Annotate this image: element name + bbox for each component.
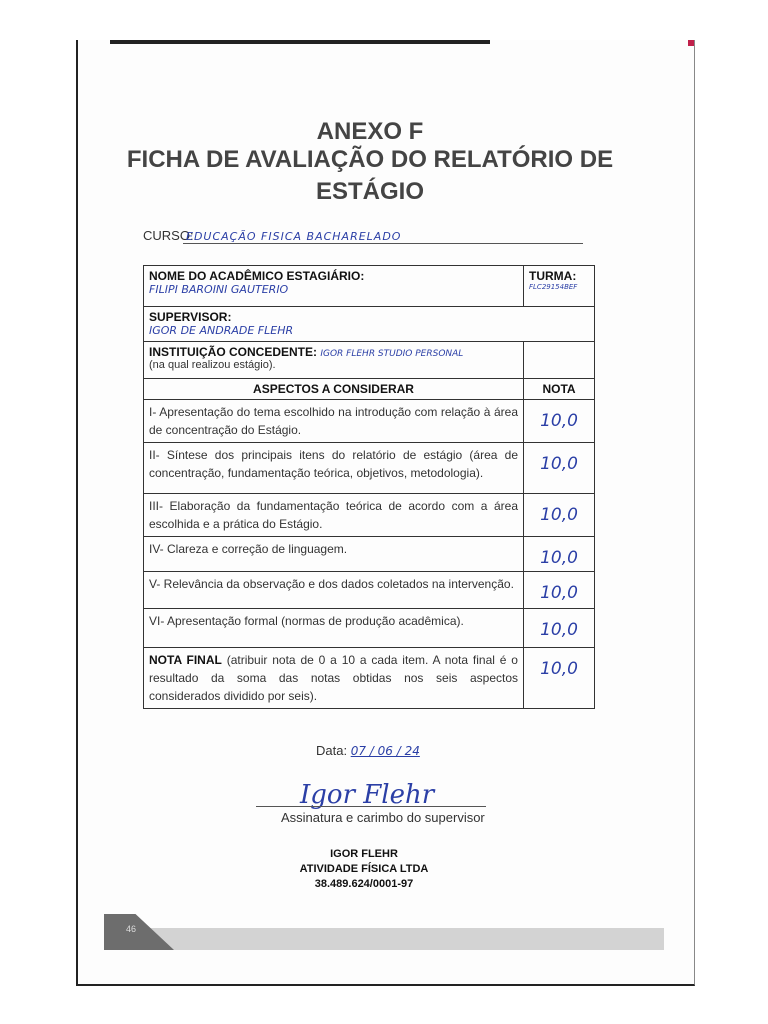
- institution-row: [144, 342, 595, 379]
- aspect-row: [144, 537, 595, 572]
- aspect-grade: 10,0: [540, 411, 578, 431]
- page-number: 46: [126, 924, 137, 934]
- academic-name: FILIPI BAROINI GAUTERIO: [149, 283, 289, 296]
- date-value: 07 / 06 / 24: [350, 744, 420, 758]
- stamp-cnpj: 38.489.624/0001-97: [314, 878, 414, 890]
- aspect-grade: 10,0: [540, 548, 578, 568]
- aspect-row: [144, 400, 595, 443]
- curso-label: CURSO:: [143, 228, 194, 243]
- aspect-text: III- Elaboração da fundamentação teórica de acordo com a área escolhida e a prática do Estágio.: [144, 494, 524, 537]
- form-title-line1: FICHA DE AVALIAÇÃO DO RELATÓRIO DE: [126, 146, 614, 173]
- final-row: [144, 648, 595, 709]
- institution-note: (na qual realizou estágio).: [149, 359, 276, 371]
- institution-name: IGOR FLEHR STUDIO PERSONAL: [320, 349, 464, 359]
- academic-row: [144, 266, 595, 307]
- aspects-header: ASPECTOS A CONSIDERAR: [144, 379, 524, 400]
- aspect-grade: 10,0: [540, 583, 578, 603]
- aspect-text: IV- Clareza e correção de linguagem.: [144, 537, 524, 572]
- aspect-text: II- Síntese dos principais itens do relatório de estágio (área de concentração, fundamentação teórica, objetivos, metodologia).: [144, 443, 524, 494]
- final-label: NOTA FINAL: [149, 653, 222, 667]
- institution-label: INSTITUIÇÃO CONCEDENTE:: [149, 345, 317, 359]
- stamp-name: IGOR FLEHR: [330, 848, 398, 860]
- curso-value: EDUCAÇÃO FISICA BACHARELADO: [186, 230, 402, 243]
- supervisor-name: IGOR DE ANDRADE FLEHR: [149, 324, 294, 337]
- aspect-row: [144, 443, 595, 494]
- aspects-header-row: [144, 379, 595, 400]
- turma-label: TURMA:: [529, 269, 577, 283]
- stamp-company: ATIVIDADE FÍSICA LTDA: [299, 863, 429, 875]
- footer-bar: [104, 928, 664, 950]
- academic-label: NOME DO ACADÊMICO ESTAGIÁRIO:: [149, 269, 365, 283]
- aspect-grade: 10,0: [540, 620, 578, 640]
- aspect-text: I- Apresentação do tema escolhido na introdução com relação à área de concentração do Estágio.: [144, 400, 524, 443]
- top-edge-line: [110, 40, 490, 44]
- signature-line: [256, 806, 486, 807]
- aspect-text: V- Relevância da observação e dos dados coletados na intervenção.: [144, 572, 524, 609]
- signature-label: Assinatura e carimbo do supervisor: [281, 810, 485, 825]
- supervisor-signature: Igor Flehr: [300, 780, 435, 810]
- aspect-grade: 10,0: [540, 454, 578, 474]
- turma-value: FLC29154BEF: [529, 283, 578, 291]
- aspect-row: [144, 572, 595, 609]
- form-title-line2: ESTÁGIO: [315, 178, 424, 205]
- date-label: Data:: [316, 743, 348, 758]
- supervisor-row: [144, 307, 595, 342]
- date-field: [316, 743, 420, 758]
- final-grade: 10,0: [540, 659, 578, 679]
- aspect-row: [144, 609, 595, 648]
- corner-mark: [688, 40, 694, 46]
- final-text: (atribuir nota de 0 a 10 a cada item. A nota final é o resultado da soma das notas obtidas nos seis aspectos considerados dividido por seis).: [149, 653, 518, 703]
- aspect-row: [144, 494, 595, 537]
- evaluation-table: [143, 265, 595, 709]
- supervisor-label: SUPERVISOR:: [149, 310, 232, 324]
- nota-header: NOTA: [524, 379, 595, 400]
- aspect-text: VI- Apresentação formal (normas de produção acadêmica).: [144, 609, 524, 648]
- curso-underline: [183, 243, 583, 244]
- aspect-grade: 10,0: [540, 505, 578, 525]
- annex-title: ANEXO F: [316, 118, 424, 145]
